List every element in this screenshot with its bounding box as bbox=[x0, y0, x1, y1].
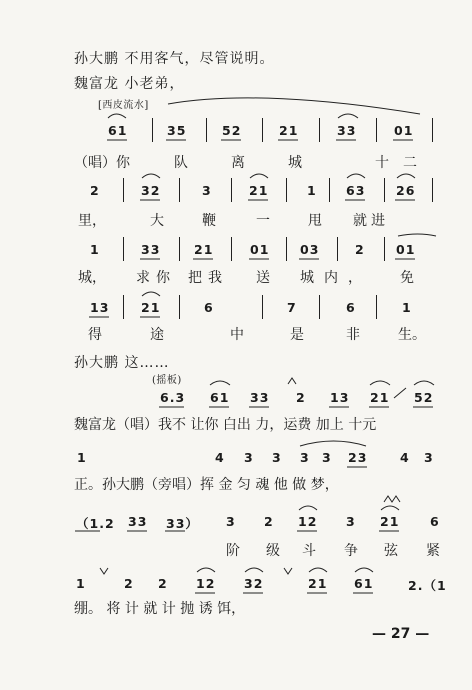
note: 61 bbox=[354, 576, 374, 591]
note: （1.2 bbox=[76, 516, 115, 531]
lyric: 非 bbox=[346, 327, 360, 343]
note: 2 bbox=[90, 183, 100, 198]
note: 6 bbox=[430, 514, 440, 529]
note: 2 bbox=[355, 242, 365, 257]
lyric: 级 bbox=[266, 543, 280, 559]
lyric-line: 绷。 将 计 就 计 抛 诱 饵， bbox=[74, 601, 246, 617]
barline bbox=[206, 118, 207, 142]
lyric: （唱）你 bbox=[74, 155, 130, 171]
note: 21 bbox=[380, 514, 400, 529]
lyric: 城内， bbox=[300, 270, 372, 286]
note: 3 bbox=[300, 450, 310, 465]
note: 1 bbox=[76, 576, 86, 591]
note: 32 bbox=[141, 183, 161, 198]
lyric: 途 bbox=[150, 327, 164, 343]
note: 33 bbox=[128, 514, 148, 529]
note: 52 bbox=[414, 390, 434, 405]
note: 32 bbox=[244, 576, 264, 591]
note: 21 bbox=[141, 300, 161, 315]
note: 6 bbox=[346, 300, 356, 315]
note: 1 bbox=[90, 242, 100, 257]
note: 2 bbox=[158, 576, 168, 591]
barline bbox=[262, 118, 263, 142]
lyric: 队 bbox=[174, 155, 188, 171]
note: 1 bbox=[307, 183, 317, 198]
note: 3 bbox=[346, 514, 356, 529]
lyric-line: 正。孙大鹏（旁唱）挥 金 匀 魂 他 做 梦， bbox=[74, 477, 339, 493]
barline bbox=[123, 295, 124, 319]
note: 21 bbox=[370, 390, 390, 405]
note: 3 bbox=[424, 450, 434, 465]
lyric: 得 bbox=[88, 327, 102, 343]
lyric: 求你 bbox=[136, 270, 176, 286]
lyric: 是 bbox=[290, 327, 304, 343]
note: 01 bbox=[394, 123, 414, 138]
note: 1 bbox=[77, 450, 87, 465]
barline bbox=[319, 118, 320, 142]
lyric-line: 魏富龙（唱）我不 让你 白出 力，运费 加上 十元 bbox=[74, 417, 377, 433]
lyric: 生。 bbox=[398, 327, 426, 343]
tempo-tag-yaoban: (摇板) bbox=[152, 375, 182, 386]
barline bbox=[231, 178, 232, 202]
lyric: 免 bbox=[400, 270, 414, 286]
note: 4 bbox=[400, 450, 410, 465]
lyric: 十二 bbox=[375, 155, 431, 171]
note: 3 bbox=[202, 183, 212, 198]
note: 7 bbox=[287, 300, 297, 315]
barline bbox=[179, 237, 180, 261]
barline bbox=[123, 237, 124, 261]
note: 2 bbox=[124, 576, 134, 591]
note: 01 bbox=[396, 242, 416, 257]
lyric: 一 bbox=[256, 213, 270, 229]
note: 13 bbox=[90, 300, 110, 315]
barline bbox=[152, 118, 153, 142]
note: 61 bbox=[108, 123, 128, 138]
note: 33 bbox=[141, 242, 161, 257]
note: 21 bbox=[308, 576, 328, 591]
lyric: 紧 bbox=[426, 543, 440, 559]
barline bbox=[123, 178, 124, 202]
lyric: 城 bbox=[288, 155, 302, 171]
note: 21 bbox=[279, 123, 299, 138]
note: 33 bbox=[337, 123, 357, 138]
page-number: — 27 — bbox=[372, 626, 430, 642]
note: 21 bbox=[194, 242, 214, 257]
note: 2 bbox=[264, 514, 274, 529]
note: 2 bbox=[296, 390, 306, 405]
lyric: 送 bbox=[256, 270, 270, 286]
lyric: 大 bbox=[150, 213, 164, 229]
lyric: 弦 bbox=[384, 543, 398, 559]
barline bbox=[329, 178, 330, 202]
lyric: 中 bbox=[230, 327, 244, 343]
barline bbox=[286, 237, 287, 261]
note: 3 bbox=[272, 450, 282, 465]
barline bbox=[376, 118, 377, 142]
barline bbox=[179, 295, 180, 319]
barline bbox=[432, 178, 433, 202]
dialog-line-2: 魏富龙 小老弟， bbox=[74, 76, 185, 92]
barline bbox=[384, 237, 385, 261]
dialog-line-3: 孙大鹏 这…… bbox=[74, 355, 170, 371]
note: 26 bbox=[396, 183, 416, 198]
lyric: 争 bbox=[344, 543, 358, 559]
lyric: 阶 bbox=[226, 543, 240, 559]
note: 12 bbox=[298, 514, 318, 529]
note: 33） bbox=[166, 516, 199, 531]
lyric: 就进 bbox=[353, 213, 389, 229]
note: 12 bbox=[196, 576, 216, 591]
note: 35 bbox=[167, 123, 187, 138]
note: 4 bbox=[215, 450, 225, 465]
lyric: 斗 bbox=[302, 543, 316, 559]
barline bbox=[384, 178, 385, 202]
note: 2.（1 bbox=[408, 578, 447, 593]
note: 23 bbox=[348, 450, 368, 465]
barline bbox=[432, 118, 433, 142]
lyric: 鞭 bbox=[202, 213, 216, 229]
note: 63 bbox=[346, 183, 366, 198]
note: 03 bbox=[300, 242, 320, 257]
barline bbox=[231, 237, 232, 261]
barline bbox=[337, 237, 338, 261]
lyric: 里， bbox=[78, 213, 106, 229]
note: 13 bbox=[330, 390, 350, 405]
barline bbox=[179, 178, 180, 202]
note: 3 bbox=[244, 450, 254, 465]
note: 6 bbox=[204, 300, 214, 315]
barline bbox=[286, 178, 287, 202]
barline bbox=[319, 295, 320, 319]
lyric: 甩 bbox=[308, 213, 322, 229]
note: 3 bbox=[226, 514, 236, 529]
note: 01 bbox=[250, 242, 270, 257]
lyric: 城， bbox=[78, 270, 106, 286]
tempo-tag-xipi: [西皮流水] bbox=[98, 100, 149, 111]
note: 3 bbox=[322, 450, 332, 465]
note: 21 bbox=[249, 183, 269, 198]
note: 1 bbox=[402, 300, 412, 315]
note: 61 bbox=[210, 390, 230, 405]
note: 6.3 bbox=[160, 390, 186, 405]
lyric: 把我 bbox=[188, 270, 228, 286]
note: 33 bbox=[250, 390, 270, 405]
lyric: 离 bbox=[231, 155, 245, 171]
barline bbox=[376, 295, 377, 319]
dialog-line-1: 孙大鹏 不用客气，尽管说明。 bbox=[74, 51, 275, 67]
note: 52 bbox=[222, 123, 242, 138]
barline bbox=[262, 295, 263, 319]
